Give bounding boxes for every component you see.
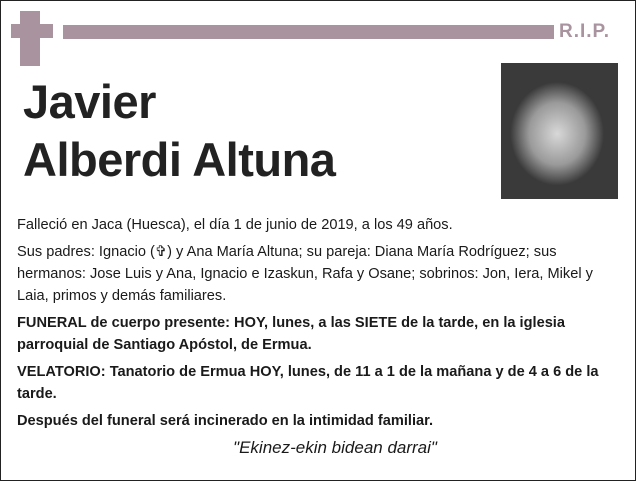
name-surnames: Alberdi Altuna [23, 133, 336, 186]
family-info: Sus padres: Ignacio (✞) y Ana María Altuna; su pareja: Diana María Rodríguez; sus hermanos: Jose Luis y Ana, Ignacio e Izaskun, Rafa y Osane; sobrinos: Jon, Iera, Mikel y Laia, primos y demás familiares. [17, 244, 593, 304]
cross-icon-arm [11, 24, 53, 38]
cremation-info: Después del funeral será incinerado en la intimidad familiar. [17, 413, 434, 429]
velatorio-info: VELATORIO: Tanatorio de Ermua HOY, lunes, de 11 a 1 de la mañana y de 4 a 6 de la tarde. [17, 364, 599, 402]
funeral-info: FUNERAL de cuerpo presente: HOY, lunes, a las SIETE de la tarde, en la iglesia parroquial de Santiago Apóstol, de Ermua. [17, 315, 565, 353]
header-rule [63, 25, 554, 39]
epitaph-quote: "Ekinez-ekin bidean darrai" [233, 438, 437, 457]
name-first: Javier [23, 75, 156, 128]
deceased-name [23, 73, 335, 189]
portrait-photo [501, 63, 618, 199]
death-info: Falleció en Jaca (Huesca), el día 1 de junio de 2019, a los 49 años. [17, 217, 453, 233]
notice-body [17, 214, 623, 459]
cross-icon [20, 11, 40, 66]
rip-label: R.I.P. [559, 21, 611, 42]
